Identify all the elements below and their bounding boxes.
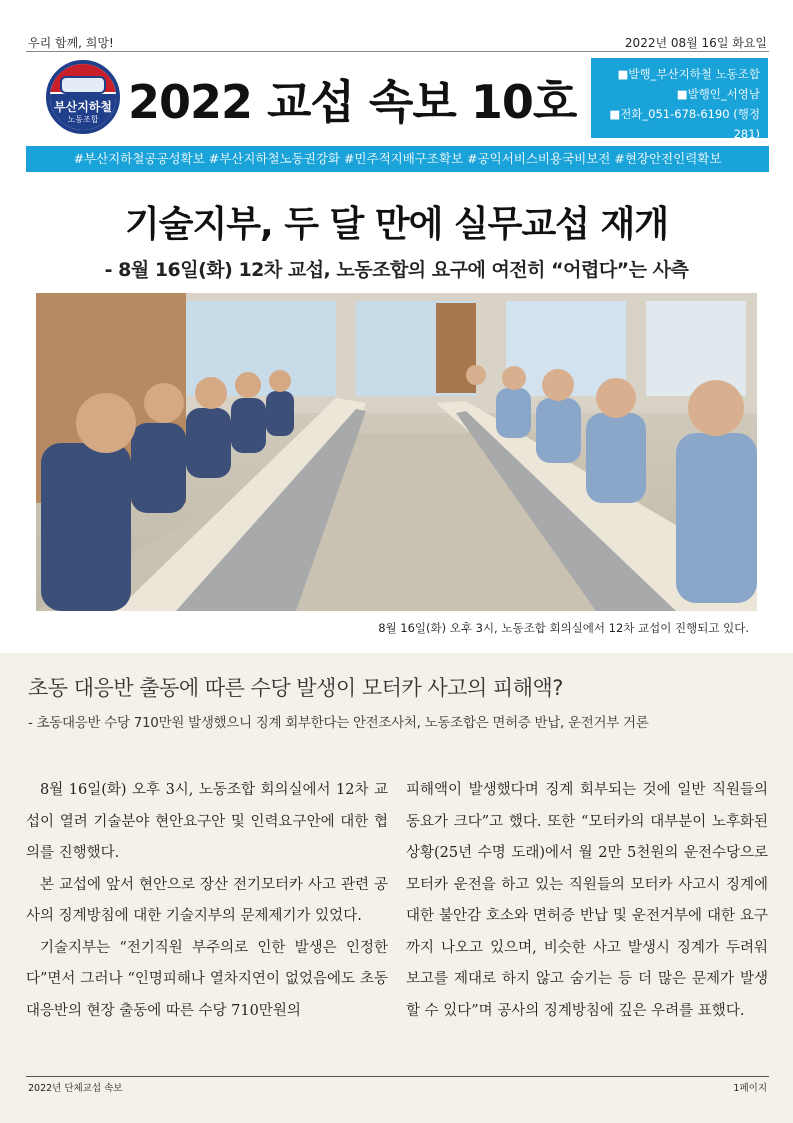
body-column-left <box>26 775 388 1027</box>
section-title: 초동 대응반 출동에 따른 수당 발생이 모터카 사고의 피해액? <box>28 676 563 700</box>
meeting-photo-illustration <box>36 293 757 611</box>
footer-publication: 2022년 단체교섭 속보 <box>28 1083 123 1094</box>
meeting-photo <box>36 293 757 611</box>
subway-union-logo-icon <box>46 60 120 134</box>
body-paragraph: 피해액이 발생했다며 징계 회부되는 것에 일반 직원들의 동요가 크다”고 했다. 또한 “모터카의 대부분이 노후화된 상황(25년 수명 도래)에서 월 2만 5천원의 운전수당으로 모터카 운전을 하고 있는 직원들의 모터카 사고시 징계에 대한 불안감 호소와 면허증 반납 및 운전거부에 대한 요구까지 나오고 있으며, 비슷한 사고 발생시 징계가 두려워 보고를 제대로 하지 않고 숨기는 등 더 많은 문제가 발생할 수 있다”며 공사의 징계방침에 깊은 우려를 표했다. <box>406 782 768 1019</box>
section-subtitle: - 초동대응반 수당 710만원 발생했으니 징계 회부한다는 안전조사처, 노동조합은 면허증 반납, 운전거부 거론 <box>28 715 649 731</box>
hashtag-bar: #부산지하철공공성확보 #부산지하철노동권강화 #민주적지배구조확보 #공익서비스비용국비보전 #현장안전인력확보 <box>26 146 769 172</box>
body-paragraph: 기술지부는 “전기직원 부주의로 인한 발생은 인정한다”면서 그러나 “인명피해나 열차지연이 없었음에도 초동 대응반의 현장 출동에 따른 수당 710만원의 <box>26 939 388 1019</box>
logo-name: 부산지하철 <box>54 100 112 114</box>
page-footer <box>26 1076 769 1094</box>
article-subheadline: - 8월 16일(화) 12차 교섭, 노동조합의 요구에 여전히 “어렵다”는 사측 <box>104 259 689 281</box>
body-column-right <box>406 775 768 1027</box>
logo-sub: 노동조합 <box>67 115 99 124</box>
publisher-info-box <box>591 58 768 141</box>
article-headline: 기술지부, 두 달 만에 실무교섭 재개 <box>124 204 669 245</box>
page-number: 1페이지 <box>733 1083 767 1094</box>
newsletter-title: 2022 교섭 속보 10호 <box>128 75 577 129</box>
publisher-line: ■발행_부산지하철 노동조합 <box>617 67 760 81</box>
issue-date: 2022년 08월 16일 화요일 <box>624 36 767 50</box>
body-paragraph: 8월 16일(화) 오후 3시, 노동조합 회의실에서 12차 교섭이 열려 기술분야 현안요구안 및 인력요구안에 대한 협의를 진행했다. <box>26 782 388 861</box>
slogan: 우리 함께, 희망! <box>28 36 114 50</box>
publisher-person-line: ■발행인_서영남 <box>676 87 760 101</box>
body-paragraph: 본 교섭에 앞서 현안으로 장산 전기모터카 사고 관련 공사의 징계방침에 대한 기술지부의 문제제기가 있었다. <box>26 876 388 924</box>
top-bar <box>26 32 769 52</box>
photo-caption: 8월 16일(화) 오후 3시, 노동조합 회의실에서 12차 교섭이 진행되고 있다. <box>378 621 749 635</box>
phone-line: ■전화_051-678-6190 (행정281) <box>609 107 760 141</box>
